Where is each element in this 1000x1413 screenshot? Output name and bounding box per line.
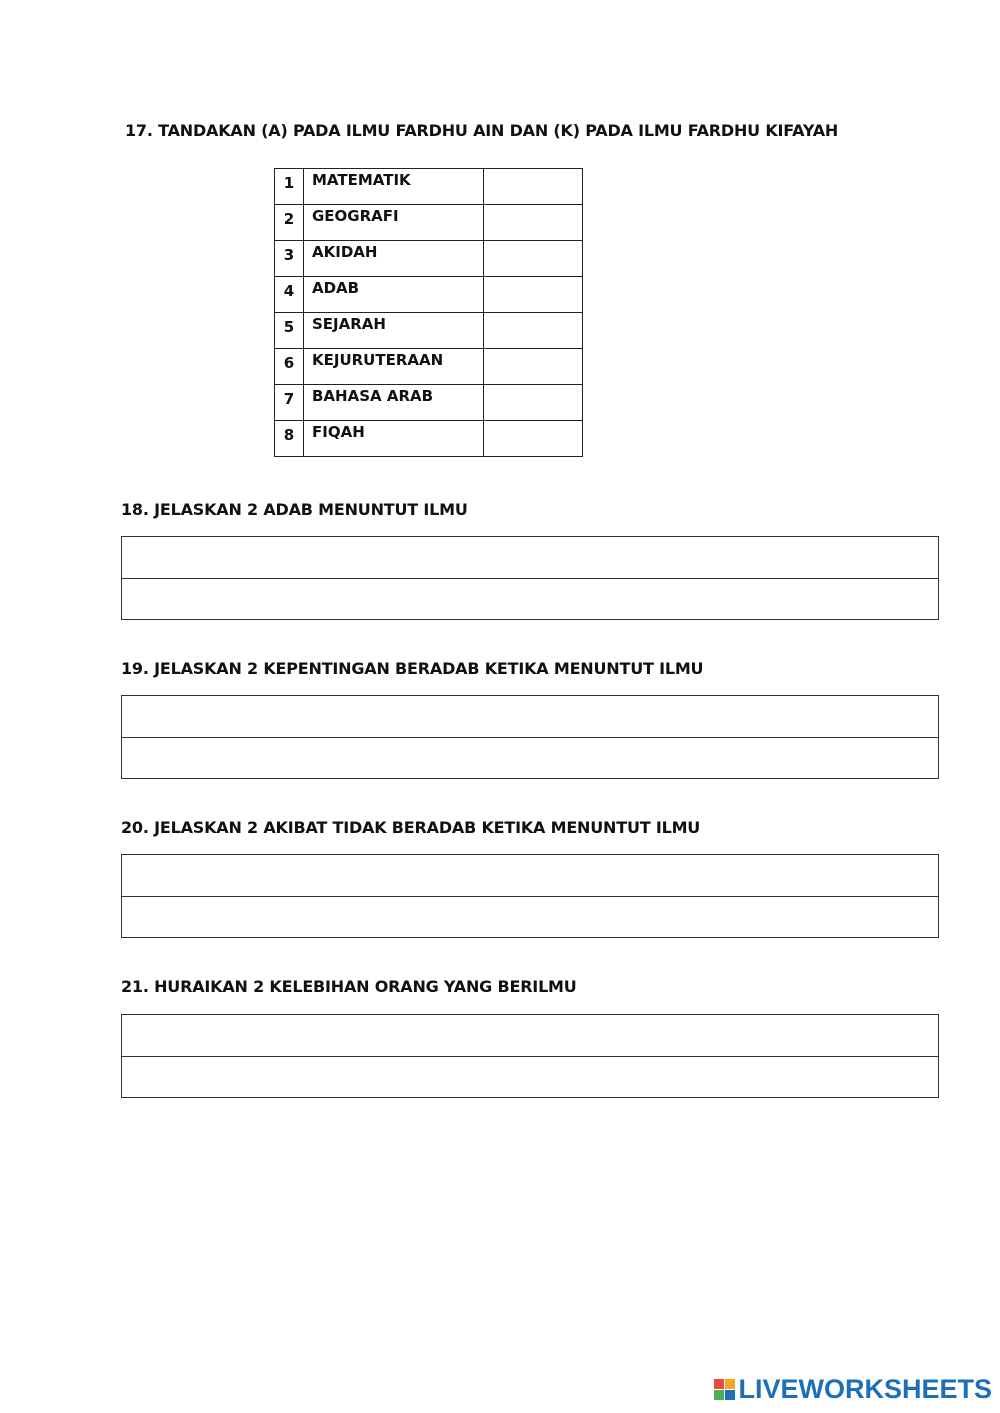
question-20-title: 20. JELASKAN 2 AKIBAT TIDAK BERADAB KETIKA MENUNTUT ILMU <box>121 818 701 837</box>
question-19-title: 19. JELASKAN 2 KEPENTINGAN BERADAB KETIKA MENUNTUT ILMU <box>121 659 704 678</box>
subject-name: FIQAH <box>304 421 484 457</box>
answer-field[interactable] <box>122 896 938 937</box>
row-number: 5 <box>275 313 304 349</box>
row-number: 2 <box>275 205 304 241</box>
answer-cell[interactable] <box>484 313 583 349</box>
fardhu-table <box>274 168 583 457</box>
answer-field[interactable] <box>122 537 938 578</box>
answer-field[interactable] <box>122 737 938 778</box>
row-number: 8 <box>275 421 304 457</box>
question-19-answer-box <box>121 695 939 779</box>
answer-cell[interactable] <box>484 241 583 277</box>
question-21-title: 21. HURAIKAN 2 KELEBIHAN ORANG YANG BERILMU <box>121 977 577 996</box>
answer-field[interactable] <box>122 1015 938 1056</box>
answer-cell[interactable] <box>484 421 583 457</box>
answer-cell[interactable] <box>484 349 583 385</box>
logo-tile <box>714 1379 724 1389</box>
liveworksheets-watermark <box>714 1374 992 1405</box>
answer-field[interactable] <box>122 696 938 737</box>
answer-cell[interactable] <box>484 169 583 205</box>
answer-field[interactable] <box>122 578 938 619</box>
row-number: 4 <box>275 277 304 313</box>
answer-cell[interactable] <box>484 205 583 241</box>
question-20-answer-box <box>121 854 939 938</box>
table-row <box>275 169 583 205</box>
answer-field[interactable] <box>122 855 938 896</box>
subject-name: ADAB <box>304 277 484 313</box>
question-18-title: 18. JELASKAN 2 ADAB MENUNTUT ILMU <box>121 500 468 519</box>
table-row <box>275 385 583 421</box>
logo-tile <box>714 1390 724 1400</box>
subject-name: MATEMATIK <box>304 169 484 205</box>
row-number: 7 <box>275 385 304 421</box>
table-row <box>275 277 583 313</box>
answer-field[interactable] <box>122 1056 938 1097</box>
logo-tile <box>725 1390 735 1400</box>
table-row <box>275 205 583 241</box>
subject-name: AKIDAH <box>304 241 484 277</box>
row-number: 6 <box>275 349 304 385</box>
answer-cell[interactable] <box>484 277 583 313</box>
question-17-title: 17. TANDAKAN (A) PADA ILMU FARDHU AIN DAN (K) PADA ILMU FARDHU KIFAYAH <box>125 121 839 140</box>
table-row <box>275 241 583 277</box>
table-row <box>275 421 583 457</box>
row-number: 3 <box>275 241 304 277</box>
table-row <box>275 313 583 349</box>
logo-tile <box>725 1379 735 1389</box>
question-21-answer-box <box>121 1014 939 1098</box>
liveworksheets-logo-icon <box>714 1379 735 1400</box>
subject-name: KEJURUTERAAN <box>304 349 484 385</box>
question-18-answer-box <box>121 536 939 620</box>
table-row <box>275 349 583 385</box>
brand-text: LIVEWORKSHEETS <box>738 1374 992 1404</box>
subject-name: GEOGRAFI <box>304 205 484 241</box>
subject-name: BAHASA ARAB <box>304 385 484 421</box>
answer-cell[interactable] <box>484 385 583 421</box>
row-number: 1 <box>275 169 304 205</box>
subject-name: SEJARAH <box>304 313 484 349</box>
